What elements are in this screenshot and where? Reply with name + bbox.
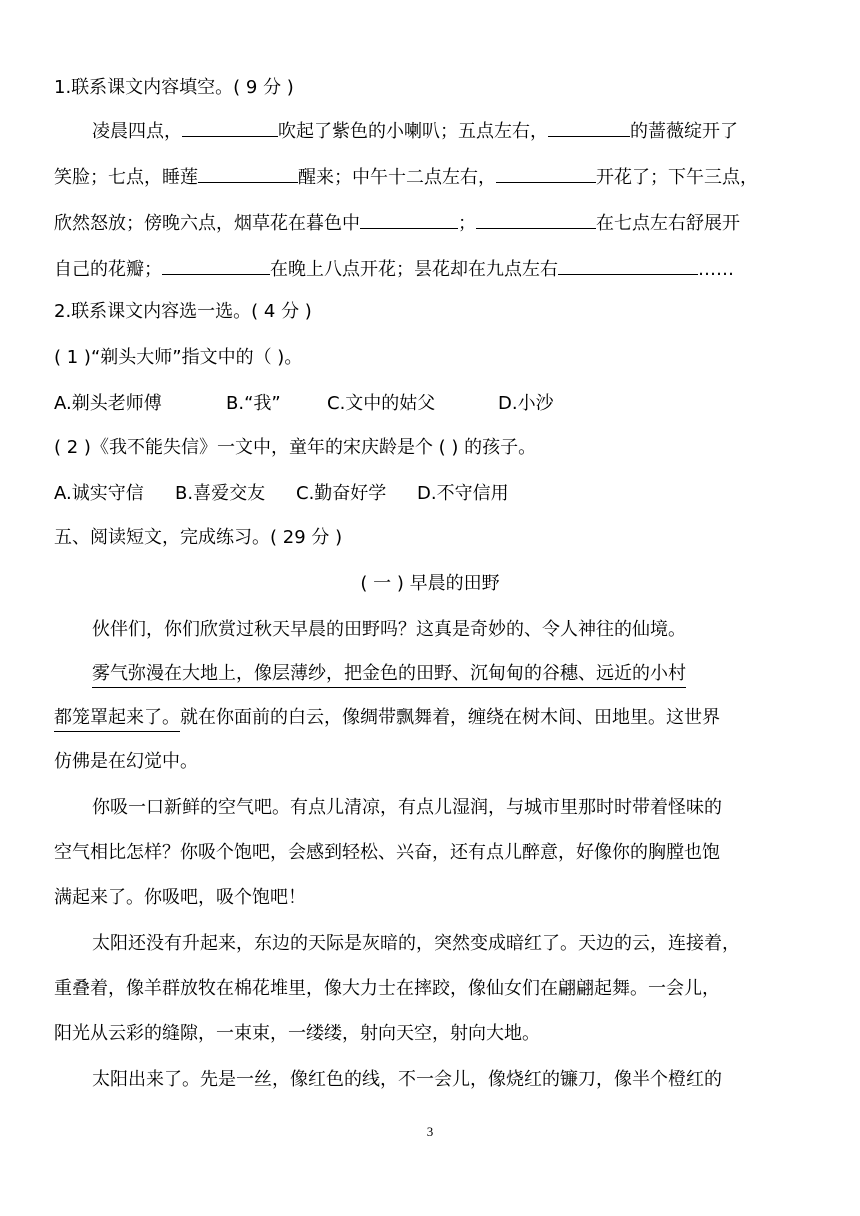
fill-blank[interactable] (558, 256, 698, 275)
q1-text: 醒来；中午十二点左右， (298, 167, 496, 188)
q1-text: 在七点左右舒展开 (596, 213, 740, 234)
option-d[interactable]: D.小沙 (498, 393, 554, 414)
q1-text: 的蔷薇绽开了 (630, 121, 738, 142)
option-c[interactable]: C.勤奋好学 (296, 483, 387, 504)
q1-text: 在晚上八点开花；昙花却在九点左右 (270, 259, 558, 280)
fill-blank[interactable] (198, 164, 298, 183)
question-2-title: 2.联系课文内容选一选。( 4 分 ) (54, 301, 312, 322)
paragraph-4-line-3: 阳光从云彩的缝隙，一束束，一缕缕，射向天空，射向大地。 (54, 1023, 540, 1044)
paragraph-4-line-2: 重叠着，像羊群放牧在棉花堆里，像大力士在摔跤，像仙女们在翩翩起舞。一会儿， (54, 978, 720, 999)
q1-line-3 (54, 210, 740, 236)
paragraph-2-line-2 (54, 706, 720, 730)
passage-title: ( 一 ) 早晨的田野 (360, 573, 500, 594)
paragraph-2-line-3: 仿佛是在幻觉中。 (54, 751, 198, 772)
option-a[interactable]: A.剃头老师傅 (54, 393, 162, 414)
paragraph-text: 就在你面前的白云，像绸带飘舞着，缠绕在树木间、田地里。这世界 (180, 707, 720, 728)
paragraph-5-line-1: 太阳出来了。先是一丝，像红色的线，不一会儿，像烧红的镰刀，像半个橙红的 (92, 1069, 722, 1090)
option-a[interactable]: A.诚实守信 (54, 483, 144, 504)
fill-blank[interactable] (496, 164, 596, 183)
paragraph-1: 伙伴们，你们欣赏过秋天早晨的田野吗？这真是奇妙的、令人神往的仙境。 (92, 619, 686, 640)
option-b[interactable]: B.喜爱交友 (175, 483, 266, 504)
q1-text: 开花了；下午三点， (596, 167, 758, 188)
q1-text: ； (458, 213, 476, 234)
question-1-title: 1.联系课文内容填空。( 9 分 ) (54, 77, 294, 98)
q1-line-4 (54, 256, 734, 282)
paragraph-3-line-3: 满起来了。你吸吧，吸个饱吧！ (54, 887, 306, 908)
fill-blank[interactable] (360, 210, 458, 229)
option-c[interactable]: C.文中的姑父 (327, 393, 436, 414)
q2-sub-question-1: ( 1 )“剃头大师”指文中的（ )。 (54, 347, 303, 368)
paragraph-2-line-1 (92, 662, 686, 686)
paragraph-3-line-2: 空气相比怎样？你吸个饱吧，会感到轻松、兴奋，还有点儿醉意，好像你的胸膛也饱 (54, 842, 720, 863)
q2-sub-question-2: ( 2 )《我不能失信》一文中，童年的宋庆龄是个 ( ) 的孩子。 (54, 437, 537, 458)
q1-text: 吹起了紫色的小喇叭；五点左右， (278, 121, 548, 142)
q2-options-2 (54, 482, 509, 506)
q1-text: 笑脸；七点，睡莲 (54, 167, 198, 188)
q1-text: 自己的花瓣； (54, 259, 162, 280)
q1-text: 凌晨四点， (92, 121, 182, 142)
section-5-title: 五、阅读短文，完成练习。( 29 分 ) (54, 527, 343, 548)
q1-line-1 (92, 118, 738, 144)
fill-blank[interactable] (182, 118, 278, 137)
underlined-sentence: 雾气弥漫在大地上，像层薄纱，把金色的田野、沉甸甸的谷穗、远近的小村 (92, 663, 686, 688)
page-number: 3 (426, 1124, 434, 1139)
underlined-sentence: 都笼罩起来了。 (54, 707, 180, 732)
paragraph-4-line-1: 太阳还没有升起来，东边的天际是灰暗的，突然变成暗红了。天边的云，连接着， (92, 933, 740, 954)
q1-text: 欣然怒放；傍晚六点，烟草花在暮色中 (54, 213, 360, 234)
fill-blank[interactable] (162, 256, 270, 275)
q1-line-2 (54, 164, 758, 190)
option-b[interactable]: B.“我” (226, 393, 281, 414)
option-d[interactable]: D.不守信用 (417, 483, 509, 504)
fill-blank[interactable] (548, 118, 630, 137)
q2-options-1 (54, 392, 554, 416)
paragraph-3-line-1: 你吸一口新鲜的空气吧。有点儿清凉，有点儿湿润，与城市里那时时带着怪味的 (92, 797, 722, 818)
q1-text: …… (698, 259, 734, 280)
fill-blank[interactable] (476, 210, 596, 229)
